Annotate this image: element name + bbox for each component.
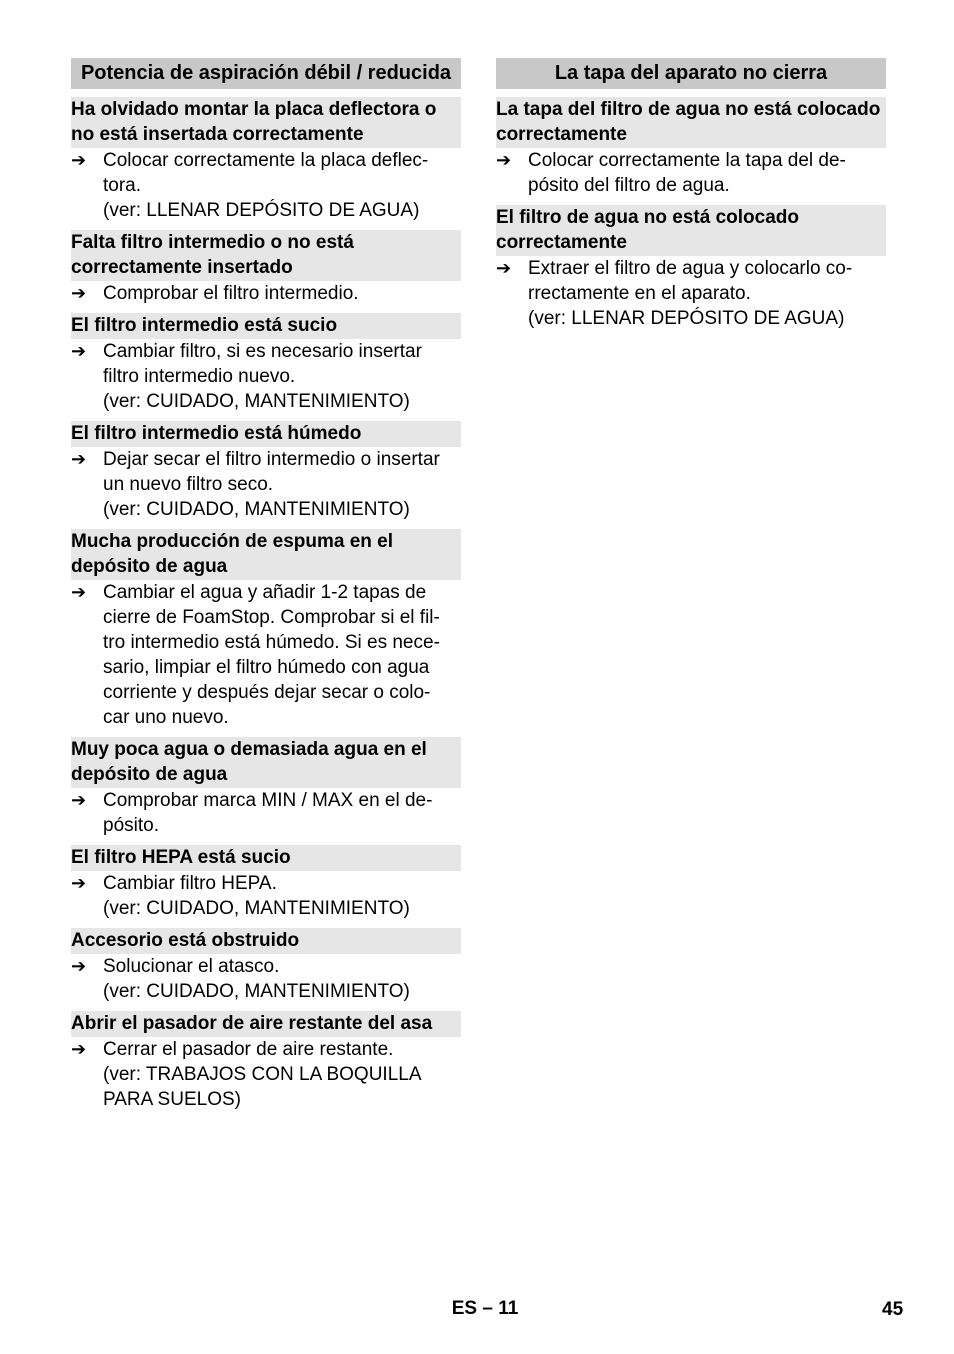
step-text bbox=[528, 148, 886, 198]
instruction-step bbox=[71, 788, 461, 838]
arrow-right-icon: ➔ bbox=[71, 449, 87, 469]
step-line: Cambiar filtro, si es necesario insertar bbox=[103, 341, 422, 362]
right-sections bbox=[496, 97, 886, 331]
arrow-right-icon: ➔ bbox=[71, 582, 87, 602]
step-line: (ver: TRABAJOS CON LA BOQUILLA bbox=[103, 1064, 422, 1085]
instruction-step bbox=[496, 256, 886, 331]
step-line: Solucionar el atasco. bbox=[103, 956, 280, 977]
step-line: (ver: CUIDADO, MANTENIMIENTO) bbox=[103, 391, 410, 412]
step-line: Comprobar el filtro intermedio. bbox=[103, 283, 359, 304]
step-line: un nuevo filtro seco. bbox=[103, 474, 274, 495]
step-text bbox=[103, 954, 461, 1004]
section-title: Potencia de aspiración débil / reducida bbox=[71, 58, 461, 89]
subsection-heading: Mucha producción de espuma en el depósito de agua bbox=[71, 529, 461, 580]
step-text bbox=[103, 148, 461, 223]
step-text bbox=[103, 281, 461, 306]
step-line: Colocar correctamente la tapa del de- bbox=[528, 150, 846, 171]
arrow-right-icon: ➔ bbox=[71, 150, 87, 170]
subsection-heading: Abrir el pasador de aire restante del asa bbox=[71, 1011, 461, 1037]
instruction-step bbox=[71, 1037, 461, 1112]
subsection-heading: Accesorio está obstruido bbox=[71, 928, 461, 954]
subsection-heading: Ha olvidado montar la placa deflectora o no está insertada correctamente bbox=[71, 97, 461, 148]
step-text bbox=[528, 256, 886, 331]
step-line: car uno nuevo. bbox=[103, 707, 229, 728]
subsection-heading: El filtro de agua no está colocado correctamente bbox=[496, 205, 886, 256]
instruction-step bbox=[496, 148, 886, 198]
step-line: (ver: LLENAR DEPÓSITO DE AGUA) bbox=[103, 200, 420, 221]
step-line: sario, limpiar el filtro húmedo con agua bbox=[103, 657, 430, 678]
instruction-step bbox=[71, 148, 461, 223]
step-line: (ver: LLENAR DEPÓSITO DE AGUA) bbox=[528, 308, 845, 329]
section-title: La tapa del aparato no cierra bbox=[496, 58, 886, 89]
step-line: Cerrar el pasador de aire restante. bbox=[103, 1039, 394, 1060]
instruction-step bbox=[71, 281, 461, 306]
instruction-step bbox=[71, 339, 461, 414]
left-column bbox=[71, 58, 461, 1119]
subsection-heading: Muy poca agua o demasiada agua en el depósito de agua bbox=[71, 737, 461, 788]
arrow-right-icon: ➔ bbox=[496, 150, 512, 170]
arrow-right-icon: ➔ bbox=[71, 873, 87, 893]
step-line: Colocar correctamente la placa deflec- bbox=[103, 150, 429, 171]
step-text bbox=[103, 339, 461, 414]
arrow-right-icon: ➔ bbox=[71, 1039, 87, 1059]
step-line: tora. bbox=[103, 175, 142, 196]
step-line: tro intermedio está húmedo. Si es nece- bbox=[103, 632, 440, 653]
subsection-heading: El filtro intermedio está húmedo bbox=[71, 421, 461, 447]
step-line: corriente y después dejar secar o colo- bbox=[103, 682, 431, 703]
subsection-heading: El filtro HEPA está sucio bbox=[71, 845, 461, 871]
subsection-heading: La tapa del filtro de agua no está colocado correctamente bbox=[496, 97, 886, 148]
step-line: (ver: CUIDADO, MANTENIMIENTO) bbox=[103, 898, 410, 919]
right-column bbox=[496, 58, 886, 338]
instruction-step bbox=[71, 954, 461, 1004]
instruction-step bbox=[71, 447, 461, 522]
subsection-heading: El filtro intermedio está sucio bbox=[71, 313, 461, 339]
arrow-right-icon: ➔ bbox=[496, 258, 512, 278]
footer-code: ES – 11 bbox=[451, 1298, 519, 1319]
step-line: Comprobar marca MIN / MAX en el de- bbox=[103, 790, 433, 811]
arrow-right-icon: ➔ bbox=[71, 790, 87, 810]
step-line: cierre de FoamStop. Comprobar si el fil- bbox=[103, 607, 440, 628]
instruction-step bbox=[71, 580, 461, 730]
step-line: pósito del filtro de agua. bbox=[528, 175, 730, 196]
step-line: (ver: CUIDADO, MANTENIMIENTO) bbox=[103, 499, 410, 520]
step-text bbox=[103, 447, 461, 522]
subsection-heading: Falta filtro intermedio o no está correctamente insertado bbox=[71, 230, 461, 281]
arrow-right-icon: ➔ bbox=[71, 341, 87, 361]
step-line: rrectamente en el aparato. bbox=[528, 283, 751, 304]
step-text bbox=[103, 580, 461, 730]
step-line: Extraer el filtro de agua y colocarlo co- bbox=[528, 258, 853, 279]
step-line: Dejar secar el filtro intermedio o insertar bbox=[103, 449, 440, 470]
step-text bbox=[103, 871, 461, 921]
step-line: Cambiar filtro HEPA. bbox=[103, 873, 277, 894]
left-sections bbox=[71, 97, 461, 1112]
arrow-right-icon: ➔ bbox=[71, 956, 87, 976]
step-line: Cambiar el agua y añadir 1-2 tapas de bbox=[103, 582, 427, 603]
step-line: PARA SUELOS) bbox=[103, 1089, 241, 1110]
arrow-right-icon: ➔ bbox=[71, 283, 87, 303]
step-text bbox=[103, 788, 461, 838]
step-line: (ver: CUIDADO, MANTENIMIENTO) bbox=[103, 981, 410, 1002]
page-number: 45 bbox=[882, 1299, 904, 1320]
step-line: pósito. bbox=[103, 815, 159, 836]
step-line: filtro intermedio nuevo. bbox=[103, 366, 296, 387]
instruction-step bbox=[71, 871, 461, 921]
step-text bbox=[103, 1037, 461, 1112]
